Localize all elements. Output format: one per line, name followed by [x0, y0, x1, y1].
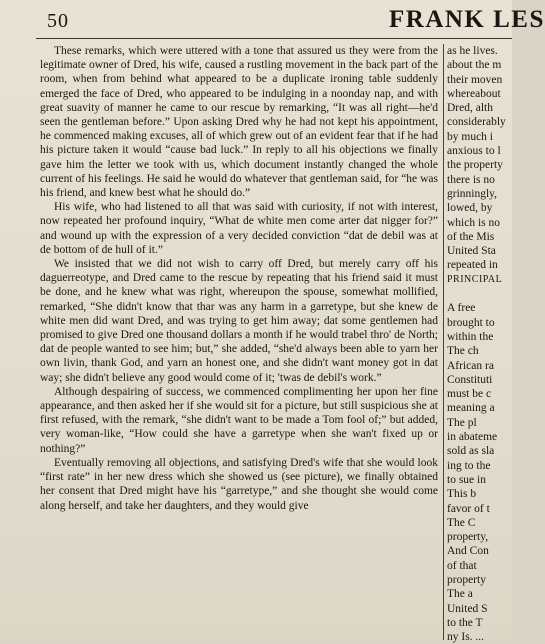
article-paragraph: Eventually removing all objections, and satisfying Dred's wife that she would look “first rate” in her new dress which she showed us (see picture), we finally obtained her consent that Dred might have his “garretype,” and she thought she would come along herself, and take her daughters, and they would give — [40, 456, 438, 512]
side-column-line: in abateme — [447, 431, 498, 444]
side-column-line: their moven — [447, 73, 503, 86]
side-column-line: ing to the — [447, 459, 491, 472]
article-paragraph: These remarks, which were uttered with a tone that assured us they were from the legitimate owner of Dred, his wife, caused a rustling movement in the back part of the room, when from behind what appeared to be a duplicate ironing table suddenly emerged the face of Dred, who appeared to be indulging in a noonday nap, and with great suavity of manner he came to our rescue by remarking, “It was all right—he'd seen the gentleman before.” Upon asking Dred why he had not kept his appointment, he commenced making excuses, all of which grew out of an evident fear that if he had his picture taken it would “cause bad luck.” In reply to all his objections we finally gave him the letter we took with us, which document instantly changed the whole current of his feelings. He said he would do whatever that gentleman said, for “he was his friend, and knew best what he should do.” — [40, 45, 438, 200]
side-column-line: ny Is. ... — [447, 631, 485, 644]
side-column-line: repeated in — [447, 259, 498, 272]
masthead-title: FRANK LES — [389, 6, 545, 33]
side-column-line: African ra — [447, 359, 494, 372]
side-column-line: The pl — [447, 416, 477, 429]
side-column-line: The ch — [447, 345, 479, 358]
side-column-line: whereabout — [447, 87, 501, 100]
side-column-line: United Sta — [447, 245, 496, 258]
side-column-line: about the m — [447, 59, 502, 72]
side-column-line: of the Mis — [447, 230, 495, 243]
side-column-line: to sue in — [447, 473, 486, 486]
page-number: 50 — [47, 10, 69, 32]
side-column-line: Constituti — [447, 373, 493, 386]
side-column-line: Dred, alth — [447, 102, 493, 115]
side-column-line: sold as sla — [447, 445, 495, 458]
article-paragraph: We insisted that we did not wish to carry off Dred, but merely carry off his daguerreotype, and Dred came to the rescue by repeating that his friend said it must be done, and he knew what was right, whereupon the spouse, somewhat mollified, remarked, “She didn't know that thar was any harm in a garretype, but she knew de white men did want Dred, and was trying to get him away; dat some gentlemen had promised to give Dred one thousand dollars a month if he would trabel thro' de North; dat de people wanted to see him; but,” she added, “she'd always been able to yarn her own livin, thank God, and yarn an honest one, and she didn't want money got in dat way; she didn't believe any good would come of it; 'twas de debil's work.” — [40, 258, 438, 384]
side-column-line: United S — [447, 602, 488, 615]
side-column-line: within the — [447, 330, 494, 343]
side-column-line: which is no — [447, 216, 501, 229]
side-column-line: considerably — [447, 116, 506, 129]
article-paragraph: Although despairing of success, we commenced complimenting her upon her fine appearance, and then asked her if she would sit for a picture, but still suspicious she at first refused, with the remark, “she didn't want to be made a Tom fool of;” but added, very woman-like, “How could she have a garretype when she wan't fixed up or nothing?” — [40, 385, 438, 455]
side-column-line: meaning a — [447, 402, 495, 415]
side-column-line: anxious to l — [447, 145, 501, 158]
side-column-line: brought to — [447, 316, 495, 329]
side-column-line — [447, 287, 512, 301]
page-header — [0, 0, 545, 40]
side-column-line: This b — [447, 488, 477, 501]
side-column-line: property, — [447, 531, 489, 544]
side-column-line: of that — [447, 559, 477, 572]
side-column-line: favor of t — [447, 502, 490, 515]
article-column — [40, 44, 438, 640]
header-rule — [36, 38, 512, 39]
side-column-line: by much i — [447, 130, 493, 143]
side-column-line: The a — [447, 588, 473, 601]
side-column — [447, 44, 512, 644]
side-column-line: And Con — [447, 545, 489, 558]
side-column-line: A free — [447, 302, 476, 315]
side-column-line: must be c — [447, 388, 492, 401]
side-column-line: the property — [447, 159, 503, 172]
side-column-line: The C — [447, 516, 476, 529]
side-column-line: to the T — [447, 616, 483, 629]
side-column-line: PRINCIPAL — [447, 273, 503, 285]
article-paragraph: His wife, who had listened to all that was said with curiosity, if not with interest, now repeated her profound inquiry, “What de white men come arter dat nigger for?” and wound up with the expression of a very decided conviction “dat de debil was at de bottom of de hull of it.” — [40, 201, 438, 256]
side-column-line: lowed, by — [447, 202, 493, 215]
side-column-line: grinningly, — [447, 187, 498, 200]
side-column-line: property — [447, 573, 486, 586]
side-column-line: there is no — [447, 173, 495, 186]
side-column-line: as he lives. — [447, 45, 498, 57]
column-divider — [443, 44, 444, 640]
